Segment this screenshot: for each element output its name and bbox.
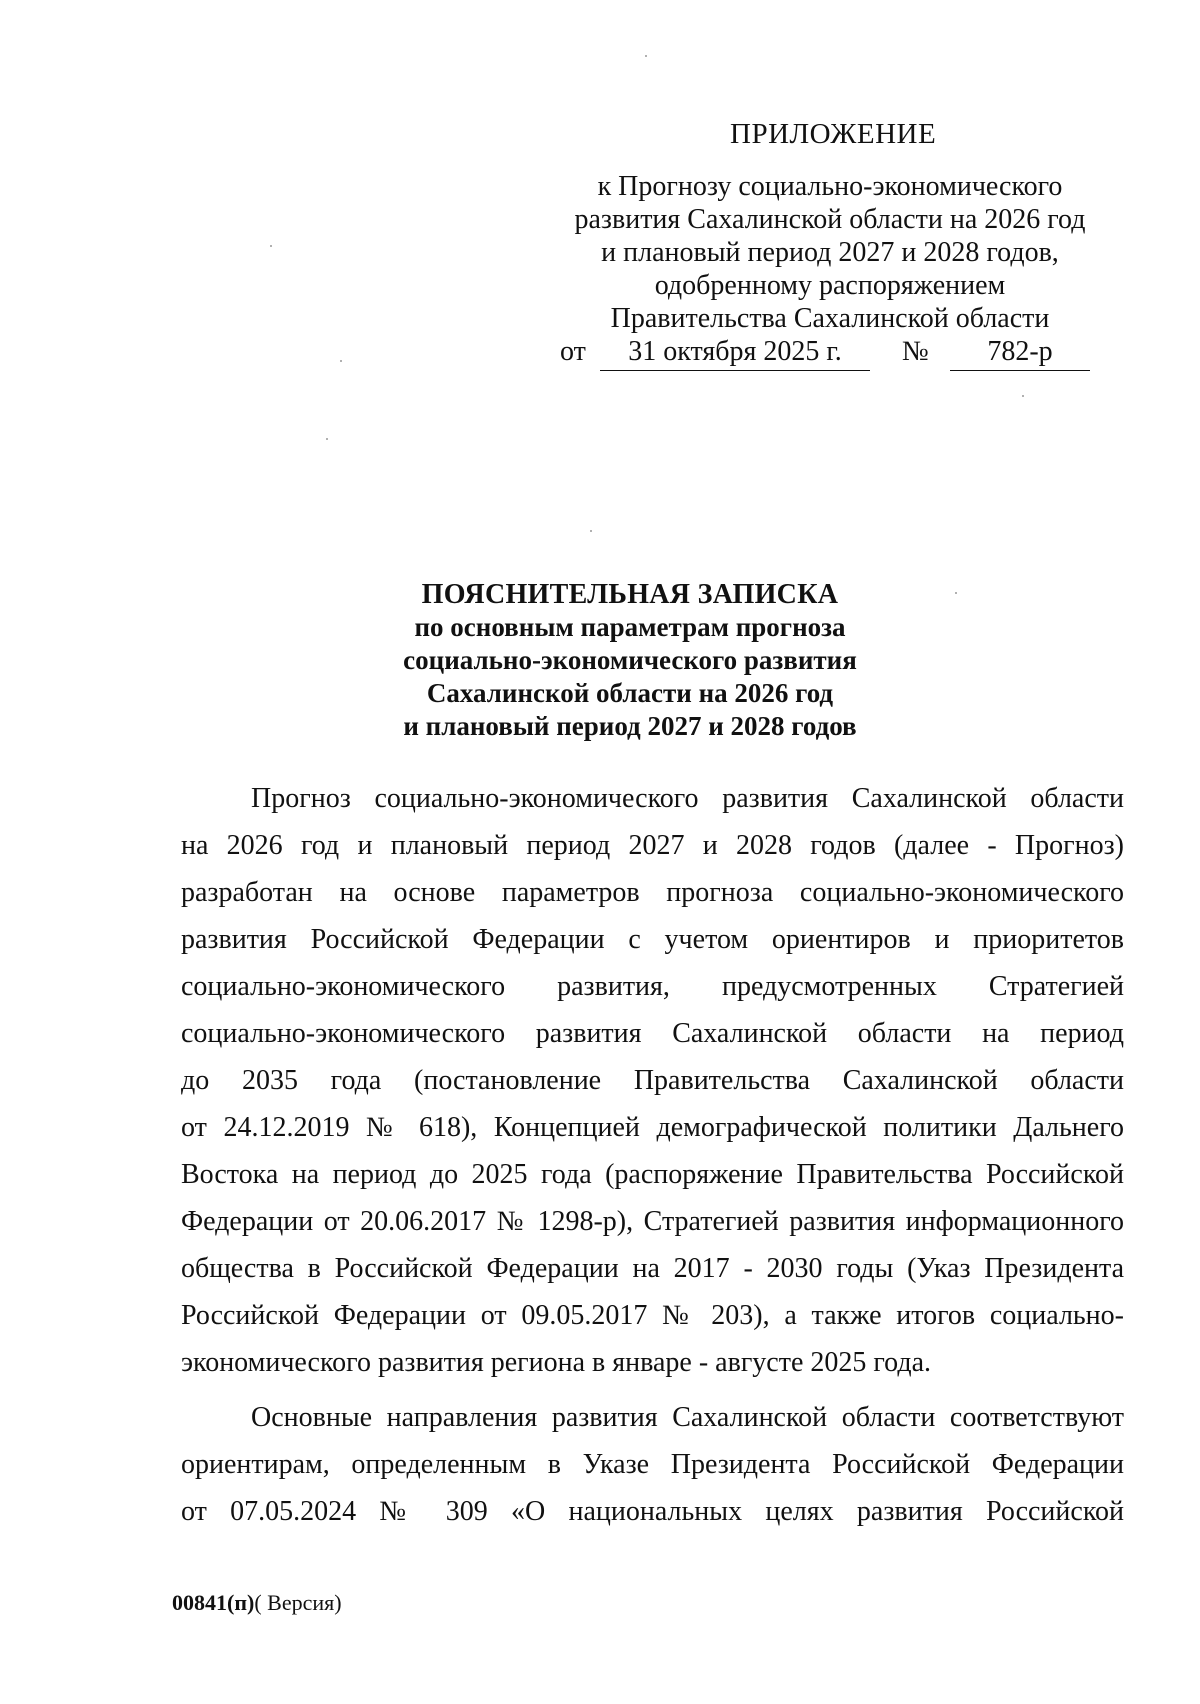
approval-date: 31 октября 2025 г.	[600, 336, 870, 371]
date-prefix: от	[560, 336, 586, 367]
document-title: ПОЯСНИТЕЛЬНАЯ ЗАПИСКА	[421, 579, 839, 610]
appendix-line: к Прогнозу социально-экономического	[597, 171, 1063, 202]
appendix-line: одобренному распоряжением	[654, 270, 1006, 301]
appendix-title: ПРИЛОЖЕНИЕ	[730, 118, 937, 150]
text-line: экономического развития региона в январе - августе 2025 года.	[181, 1347, 932, 1378]
approval-number: 782-р	[950, 336, 1090, 371]
text-line: ориентирам, определенным в Указе Президента Российской Федерации	[181, 1449, 1124, 1480]
text-line: общества в Российской Федерации на 2017 - 2030 годы (Указ Президента	[181, 1253, 1124, 1284]
scan-speck	[645, 55, 647, 57]
text-line: до 2035 года (постановление Правительства Сахалинской области	[181, 1065, 1124, 1096]
text-line: социально-экономического развития, предусмотренных Стратегией	[181, 971, 1124, 1002]
document-version: ( Версия)	[254, 1590, 342, 1615]
text-line: Прогноз социально-экономического развития Сахалинской области	[251, 783, 1124, 814]
document-heading	[300, 578, 960, 743]
text-line: развития Российской Федерации с учетом ориентиров и приоритетов	[181, 924, 1124, 955]
document-footer	[172, 1590, 342, 1616]
text-line: Востока на период до 2025 года (распоряжение Правительства Российской	[181, 1159, 1124, 1190]
paragraph	[181, 1394, 1124, 1535]
subtitle-line: и плановый период 2027 и 2028 годов	[403, 711, 857, 741]
scan-speck	[326, 438, 328, 440]
text-line: от 07.05.2024 № 309 «О национальных целях развития Российской	[181, 1496, 1124, 1527]
text-line: на 2026 год и плановый период 2027 и 2028 годов (далее - Прогноз)	[181, 830, 1124, 861]
text-line: Основные направления развития Сахалинской области соответствуют	[251, 1402, 1124, 1433]
subtitle-line: Сахалинской области на 2026 год	[426, 678, 834, 708]
text-line: от 24.12.2019 № 618), Концепцией демографической политики Дальнего	[181, 1112, 1124, 1143]
scan-speck	[270, 245, 272, 247]
appendix-line: и плановый период 2027 и 2028 годов,	[601, 237, 1059, 268]
text-line: социально-экономического развития Сахалинской области на период	[181, 1018, 1124, 1049]
appendix-line: Правительства Сахалинской области	[610, 303, 1050, 334]
text-line: разработан на основе параметров прогноза социально-экономического	[181, 877, 1124, 908]
subtitle-line: по основным параметрам прогноза	[414, 612, 846, 642]
appendix-line: развития Сахалинской области на 2026 год	[574, 204, 1086, 235]
appendix-reference	[560, 170, 1100, 335]
scan-speck	[955, 592, 957, 594]
number-prefix: №	[902, 336, 929, 367]
scan-speck	[340, 360, 342, 362]
scan-speck	[1022, 395, 1024, 397]
document-body	[181, 775, 1124, 1535]
subtitle-line: социально-экономического развития	[403, 645, 857, 675]
text-line: Федерации от 20.06.2017 № 1298-р), Стратегией развития информационного	[181, 1206, 1124, 1237]
approval-date-number	[560, 336, 1120, 372]
paragraph	[181, 775, 1124, 1386]
scan-speck	[590, 530, 592, 532]
text-line: Российской Федерации от 09.05.2017 № 203), а также итогов социально-	[181, 1300, 1124, 1331]
document-code: 00841(п)	[172, 1590, 255, 1615]
